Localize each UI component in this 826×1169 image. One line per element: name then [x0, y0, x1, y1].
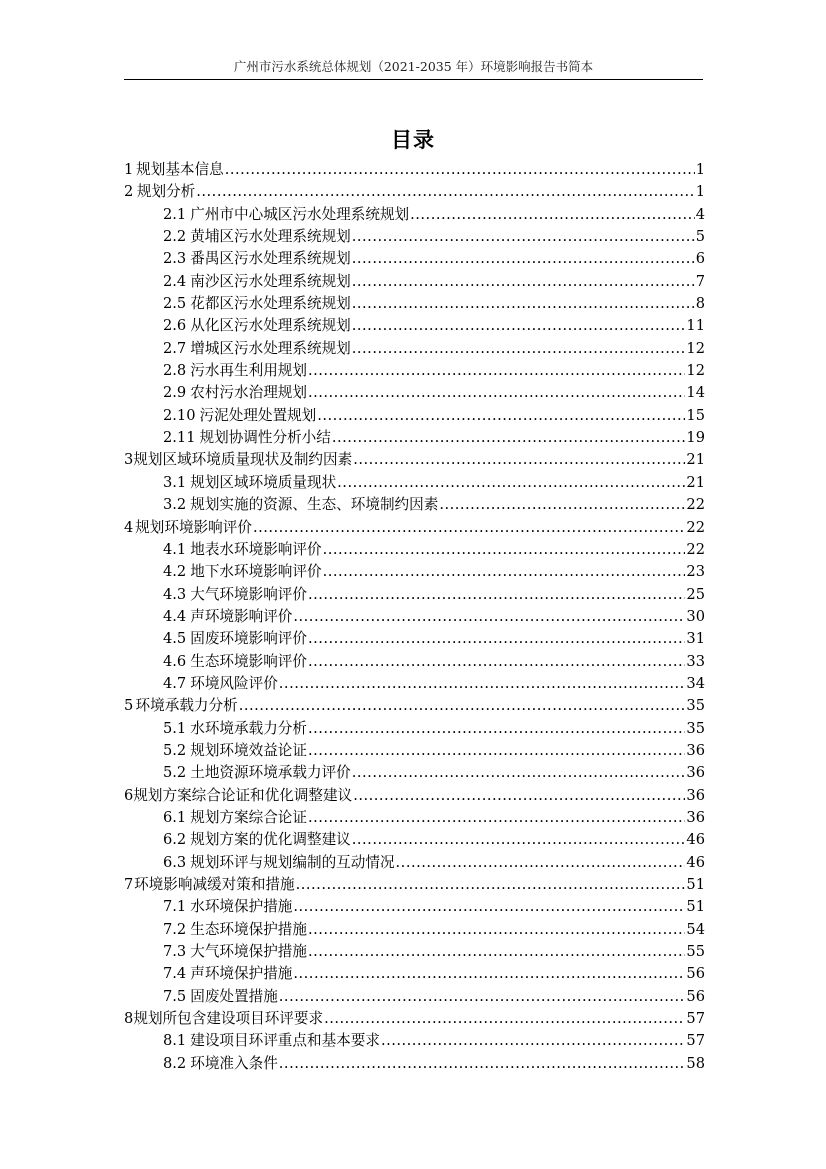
toc-entry-label: 环境准入条件 [190, 1054, 278, 1072]
toc-entry-page: 21 [686, 473, 705, 491]
toc-entry-page: 25 [686, 585, 705, 603]
toc-entry-page: 1 [695, 183, 705, 201]
toc-dot-leader [317, 405, 685, 427]
toc-entry-label: 规划基本信息 [136, 161, 224, 178]
toc-section-entry[interactable] [124, 986, 705, 1008]
toc-dot-leader [239, 695, 686, 717]
toc-chapter-entry[interactable] [124, 695, 705, 717]
toc-dot-leader [253, 517, 685, 539]
toc-entry-label: 广州市中心城区污水处理系统规划 [190, 205, 410, 223]
toc-dot-leader [381, 1030, 685, 1052]
toc-entry-label: 建设项目环评重点和基本要求 [190, 1032, 380, 1050]
toc-entry-page: 12 [686, 339, 705, 357]
toc-entry-number: 4.1 [163, 540, 187, 558]
toc-entry-page: 5 [695, 228, 705, 246]
toc-entry-page: 51 [686, 876, 705, 893]
toc-entry-number: 7 [124, 876, 134, 893]
toc-dot-leader [293, 606, 685, 628]
toc-entry-page: 36 [686, 741, 705, 759]
toc-dot-leader [308, 807, 685, 829]
toc-entry-number: 8.1 [163, 1032, 187, 1050]
toc-entry-page: 36 [686, 786, 705, 804]
toc-dot-leader [352, 315, 686, 337]
toc-section-entry[interactable] [124, 762, 705, 784]
toc-dot-leader [279, 986, 686, 1008]
toc-entry-page: 36 [686, 764, 705, 782]
toc-entry-label: 环境风险评价 [190, 674, 278, 692]
toc-entry-label: 番禺区污水处理系统规划 [190, 250, 351, 268]
toc-entry-page: 19 [686, 429, 705, 447]
toc-entry-label: 从化区污水处理系统规划 [190, 317, 351, 335]
toc-entry-number: 6.1 [163, 808, 187, 826]
toc-entry-label: 规划方案综合论证 [190, 808, 307, 826]
toc-section-entry[interactable] [124, 494, 705, 516]
toc-entry-page: 57 [686, 1010, 705, 1028]
toc-section-entry[interactable] [124, 315, 705, 337]
toc-section-entry[interactable] [124, 941, 705, 963]
toc-dot-leader [308, 941, 685, 963]
toc-entry-label: 规划区域环境质量现状及制约因素 [133, 451, 353, 469]
toc-entry-number: 5 [124, 697, 134, 715]
toc-entry-page: 22 [686, 540, 705, 558]
toc-dot-leader [308, 628, 685, 650]
toc-dot-leader [353, 449, 685, 471]
toc-dot-leader [308, 718, 685, 740]
toc-entry-page: 46 [686, 853, 705, 871]
toc-entry-label: 生态环境保护措施 [190, 920, 307, 938]
toc-dot-leader [337, 472, 685, 494]
toc-section-entry[interactable] [124, 427, 705, 449]
toc-entry-label: 规划环境影响评价 [135, 518, 252, 536]
toc-section-entry[interactable] [124, 293, 705, 315]
toc-dot-leader [324, 1008, 685, 1030]
toc-entry-number: 5.1 [163, 719, 187, 737]
toc-entry-page: 22 [686, 518, 705, 536]
toc-entry-label: 环境影响减缓对策和措施 [134, 876, 295, 893]
toc-entry-number: 6 [124, 786, 134, 804]
toc-entry-page: 56 [686, 987, 705, 1005]
toc-entry-page: 1 [695, 161, 705, 178]
toc-entry-number: 4.4 [163, 607, 187, 625]
toc-entry-number: 7.3 [163, 943, 187, 961]
toc-entry-label: 水环境保护措施 [190, 898, 293, 916]
toc-dot-leader [225, 159, 695, 181]
toc-entry-number: 6.2 [163, 831, 187, 849]
toc-entry-label: 规划协调性分析小结 [199, 429, 331, 447]
toc-entry-page: 46 [686, 831, 705, 849]
toc-section-entry[interactable] [124, 919, 705, 941]
toc-entry-label: 大气环境保护措施 [190, 943, 307, 961]
toc-entry-label: 规划所包含建设项目环评要求 [133, 1010, 324, 1028]
toc-section-entry[interactable] [124, 204, 705, 226]
toc-section-entry[interactable] [124, 226, 705, 248]
toc-section-entry[interactable] [124, 651, 705, 673]
running-header: 广州市污水系统总体规划（2021-2035 年）环境影响报告书简本 [124, 59, 703, 80]
toc-entry-number: 3.1 [163, 473, 187, 491]
toc-entry-label: 环境承载力分析 [135, 697, 238, 715]
toc-entry-page: 56 [686, 965, 705, 983]
toc-dot-leader [396, 852, 686, 874]
toc-dot-leader [352, 829, 686, 851]
toc-entry-label: 固废环境影响评价 [190, 630, 307, 648]
toc-dot-leader [308, 360, 685, 382]
toc-entry-page: 14 [686, 384, 705, 402]
toc-entry-number: 4 [124, 518, 134, 536]
toc-entry-page: 58 [686, 1054, 705, 1072]
toc-entry-number: 4.6 [163, 652, 187, 670]
toc-entry-number: 2.4 [163, 272, 187, 290]
toc-entry-page: 22 [686, 496, 705, 514]
toc-entry-page: 34 [686, 674, 705, 692]
toc-dot-leader [352, 271, 695, 293]
toc-entry-number: 1 [124, 161, 134, 178]
toc-entry-number: 3.2 [163, 496, 187, 514]
toc-entry-page: 11 [686, 317, 705, 335]
toc-entry-label: 规划方案综合论证和优化调整建议 [133, 786, 353, 804]
toc-chapter-entry[interactable] [124, 181, 705, 203]
toc-dot-leader [332, 427, 686, 449]
toc-dot-leader [293, 963, 685, 985]
toc-section-entry[interactable] [124, 829, 705, 851]
toc-entry-number: 3 [124, 451, 134, 469]
toc-entry-label: 南沙区污水处理系统规划 [190, 272, 351, 290]
toc-dot-leader [196, 181, 694, 203]
toc-dot-leader [410, 204, 695, 226]
toc-entry-number: 4.3 [163, 585, 187, 603]
toc-entry-number: 7.1 [163, 898, 187, 916]
toc-section-entry[interactable] [124, 584, 705, 606]
toc-entry-page: 33 [686, 652, 705, 670]
toc-entry-page: 23 [686, 563, 705, 581]
toc-section-entry[interactable] [124, 963, 705, 985]
toc-entry-number: 5.2 [163, 764, 187, 782]
toc-section-entry[interactable] [124, 382, 705, 404]
toc-section-entry[interactable] [124, 807, 705, 829]
toc-entry-number: 8.2 [163, 1054, 187, 1072]
toc-chapter-entry[interactable] [124, 517, 705, 539]
toc-entry-number: 7.5 [163, 987, 187, 1005]
toc-section-entry[interactable] [124, 718, 705, 740]
toc-section-entry[interactable] [124, 606, 705, 628]
toc-entry-page: 12 [686, 362, 705, 380]
toc-dot-leader [353, 785, 685, 807]
toc-entry-number: 4.5 [163, 630, 187, 648]
toc-section-entry[interactable] [124, 1053, 705, 1075]
toc-entry-label: 地下水环境影响评价 [190, 563, 322, 581]
toc-section-entry[interactable] [124, 1030, 705, 1052]
toc-entry-label: 地表水环境影响评价 [190, 540, 322, 558]
toc-dot-leader [308, 740, 685, 762]
toc-dot-leader [352, 226, 695, 248]
toc-chapter-entry[interactable] [124, 1008, 705, 1030]
toc-entry-page: 57 [686, 1032, 705, 1050]
toc-entry-page: 31 [686, 630, 705, 648]
toc-entry-page: 7 [695, 272, 705, 290]
toc-section-entry[interactable] [124, 673, 705, 695]
toc-entry-label: 水环境承载力分析 [190, 719, 307, 737]
toc-entry-label: 声环境影响评价 [190, 607, 293, 625]
toc-dot-leader [308, 919, 685, 941]
toc-entry-page: 35 [686, 719, 705, 737]
table-of-contents [124, 159, 705, 1075]
toc-entry-label: 花都区污水处理系统规划 [190, 295, 351, 313]
toc-entry-label: 土地资源环境承载力评价 [190, 764, 351, 782]
toc-section-entry[interactable] [124, 740, 705, 762]
toc-entry-label: 规划分析 [136, 183, 196, 201]
toc-entry-number: 6.3 [163, 853, 187, 871]
toc-dot-leader [279, 673, 686, 695]
toc-entry-page: 21 [686, 451, 705, 469]
toc-dot-leader [352, 293, 695, 315]
toc-chapter-entry[interactable] [124, 874, 705, 896]
toc-entry-number: 2.2 [163, 228, 187, 246]
toc-dot-leader [293, 896, 685, 918]
toc-section-entry[interactable] [124, 628, 705, 650]
toc-entry-number: 2.11 [163, 429, 196, 447]
toc-entry-label: 污泥处理处置规划 [199, 406, 317, 424]
toc-entry-label: 生态环境影响评价 [190, 652, 307, 670]
toc-entry-number: 2.8 [163, 362, 187, 380]
toc-entry-number: 5.2 [163, 741, 187, 759]
toc-entry-page: 30 [686, 607, 705, 625]
toc-entry-page: 55 [686, 943, 705, 961]
toc-section-entry[interactable] [124, 539, 705, 561]
toc-entry-page: 8 [695, 295, 705, 313]
toc-section-entry[interactable] [124, 338, 705, 360]
toc-section-entry[interactable] [124, 852, 705, 874]
toc-entry-number: 2.3 [163, 250, 187, 268]
toc-entry-label: 污水再生利用规划 [190, 362, 307, 380]
toc-section-entry[interactable] [124, 405, 705, 427]
toc-entry-label: 规划方案的优化调整建议 [190, 831, 351, 849]
toc-entry-label: 规划实施的资源、生态、环境制约因素 [190, 496, 439, 514]
toc-chapter-entry[interactable] [124, 449, 705, 471]
toc-dot-leader [308, 382, 685, 404]
toc-section-entry[interactable] [124, 472, 705, 494]
toc-entry-number: 7.4 [163, 965, 187, 983]
toc-entry-number: 4.7 [163, 674, 187, 692]
toc-section-entry[interactable] [124, 248, 705, 270]
toc-entry-label: 规划环境效益论证 [190, 741, 307, 759]
toc-title: 目录 [391, 127, 435, 152]
toc-entry-number: 2 [124, 183, 134, 201]
toc-entry-label: 大气环境影响评价 [190, 585, 307, 603]
toc-dot-leader [352, 762, 686, 784]
toc-entry-label: 黄埔区污水处理系统规划 [190, 228, 351, 246]
toc-entry-number: 2.1 [163, 205, 187, 223]
toc-dot-leader [308, 584, 685, 606]
toc-entry-page: 51 [686, 898, 705, 916]
toc-entry-number: 4.2 [163, 563, 187, 581]
toc-section-entry[interactable] [124, 896, 705, 918]
toc-entry-label: 规划区域环境质量现状 [190, 473, 337, 491]
toc-dot-leader [323, 561, 686, 583]
toc-dot-leader [323, 539, 686, 561]
toc-dot-leader [279, 1053, 686, 1075]
toc-entry-number: 7.2 [163, 920, 187, 938]
toc-entry-page: 4 [695, 205, 705, 223]
toc-dot-leader [308, 651, 685, 673]
toc-entry-label: 农村污水治理规划 [190, 384, 307, 402]
toc-entry-page: 15 [686, 406, 705, 424]
toc-entry-page: 36 [686, 808, 705, 826]
toc-entry-page: 6 [695, 250, 705, 268]
toc-entry-number: 2.5 [163, 295, 187, 313]
toc-dot-leader [439, 494, 685, 516]
toc-entry-number: 2.10 [163, 406, 196, 424]
toc-entry-number: 2.6 [163, 317, 187, 335]
toc-entry-label: 固废处置措施 [190, 987, 278, 1005]
toc-section-entry[interactable] [124, 360, 705, 382]
toc-entry-page: 35 [686, 697, 705, 715]
toc-entry-page: 54 [686, 920, 705, 938]
toc-entry-number: 8 [124, 1010, 134, 1028]
toc-dot-leader [352, 338, 686, 360]
toc-dot-leader [352, 248, 695, 270]
toc-entry-label: 规划环评与规划编制的互动情况 [190, 853, 395, 871]
toc-entry-number: 2.7 [163, 339, 187, 357]
toc-section-entry[interactable] [124, 271, 705, 293]
toc-entry-label: 声环境保护措施 [190, 965, 293, 983]
toc-dot-leader [296, 874, 686, 896]
toc-chapter-entry[interactable] [124, 785, 705, 807]
toc-entry-label: 增城区污水处理系统规划 [190, 339, 351, 357]
toc-section-entry[interactable] [124, 561, 705, 583]
toc-chapter-entry[interactable] [124, 159, 705, 181]
toc-entry-number: 2.9 [163, 384, 187, 402]
